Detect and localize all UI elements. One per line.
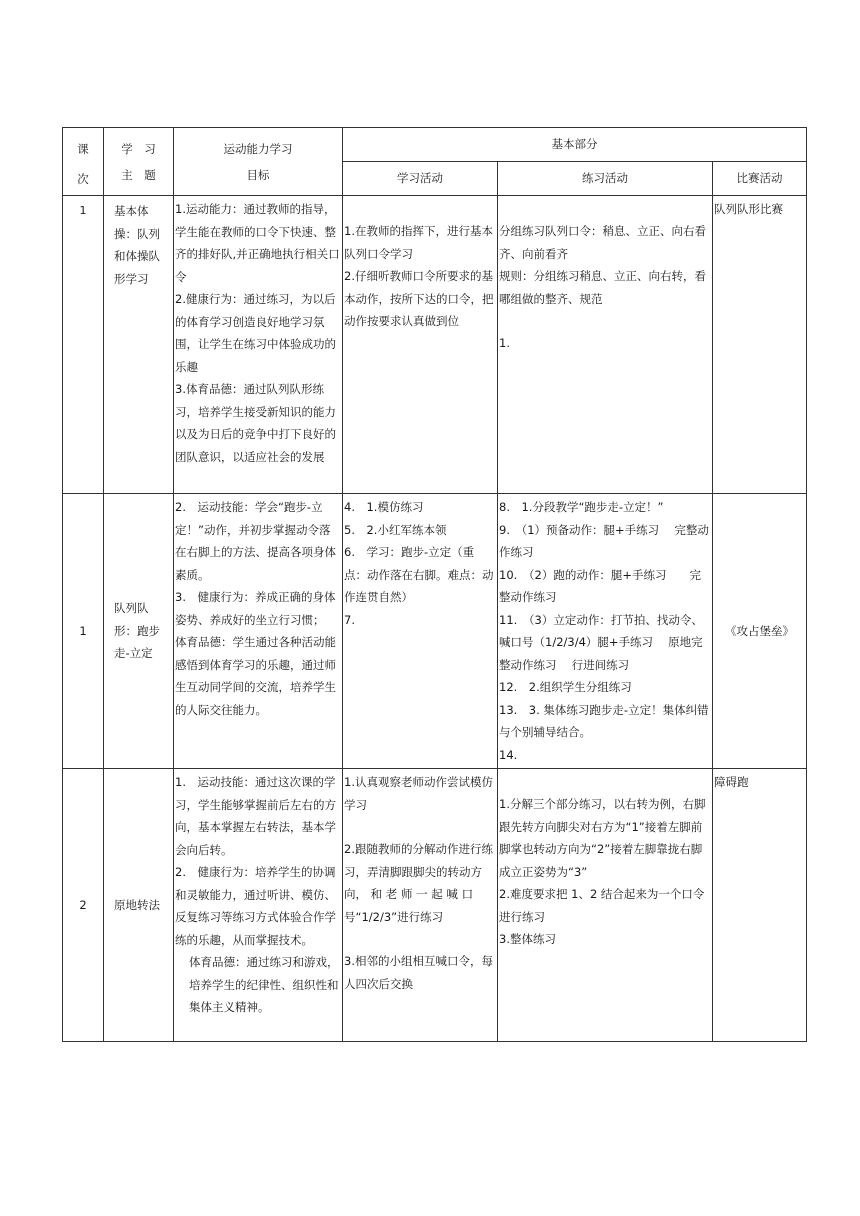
- goal-item: 体育品德：学生通过各种活动能感悟到体育学习的乐趣，通过师生互动同学间的交流，培养学生的人际交往能力。: [175, 635, 336, 717]
- lesson-no: 1: [79, 623, 87, 638]
- table-row: [63, 769, 807, 1042]
- goal-cell: [174, 494, 343, 769]
- header-lesson-no-line2: 次: [77, 171, 89, 186]
- header-practice-activity: [498, 162, 713, 196]
- table-row: [63, 196, 807, 494]
- lesson-plan-table: [62, 127, 807, 1042]
- topic-text: 队列队形：跑步走-立定: [114, 601, 160, 661]
- learn-cell: [343, 769, 498, 1042]
- topic-cell: [104, 494, 174, 769]
- goal-item: 1.运动能力：通过教师的指导，学生能在教师的口令下快速、整齐的排好队,并正确地执行相关口令: [175, 202, 340, 284]
- match-text: 队列队形比赛: [714, 202, 783, 216]
- practice-item: 3.整体练习: [499, 932, 556, 946]
- header-goal-line1: 运动能力学习: [223, 141, 293, 156]
- header-lesson-no: [63, 128, 104, 196]
- goal-item: 1. 运动技能：通过这次课的学习，学生能够掌握前后左右的方向，基本掌握左右转法，基本学会向后转。: [175, 775, 336, 857]
- learn-item: 5. 2.小红军练本领: [344, 522, 447, 537]
- goal-item: 3.体育品德：通过队列队形练习，培养学生接受新知识的能力以及为日后的竞争中打下良好的团队意识，以适应社会的发展: [175, 382, 336, 464]
- header-topic-line2: 主 题: [121, 167, 156, 182]
- lesson-no-cell: [63, 196, 104, 494]
- header-match-activity: [713, 162, 807, 196]
- header-practice-activity-label: 练习活动: [582, 171, 628, 186]
- learn-item: 3.相邻的小组相互喊口令，每人四次后交换: [344, 954, 493, 991]
- lesson-no: 2: [79, 897, 87, 912]
- learn-item: 1.认真观察老师动作尝试模仿学习: [344, 775, 493, 812]
- learn-item: 7.: [344, 612, 355, 627]
- lesson-no: 1: [79, 204, 87, 217]
- header-match-activity-label: 比赛活动: [736, 171, 783, 186]
- practice-item: 10. （2）跑的动作：腿+手练习 完整动作练习: [499, 567, 701, 604]
- practice-item: 14.: [499, 747, 518, 762]
- header-learn-activity-label: 学习活动: [397, 171, 443, 186]
- goal-item: 体育品德：通过练习和游戏，培养学生的纪律性、组织性和集体主义精神。: [189, 955, 339, 1014]
- practice-item: 规则：分组练习稍息、立正、向右转，看哪组做的整齐、规范: [499, 269, 706, 306]
- goal-cell: [174, 769, 343, 1042]
- match-cell: [713, 494, 807, 769]
- practice-item: 1.分解三个部分练习，以右转为例，右脚跟先转方向脚尖对右方为“1”接着左脚前脚掌也转动方向为“2”接着左脚靠拢右脚成立正姿势为“3”: [499, 797, 706, 879]
- learn-item: 1.在教师的指挥下，进行基本队列口令学习: [344, 224, 493, 261]
- header-goal-line2: 目标: [246, 167, 270, 182]
- goal-item: 3. 健康行为：养成正确的身体姿势、养成好的坐立行习惯；: [175, 590, 336, 627]
- practice-item: 12. 2.组织学生分组练习: [499, 680, 632, 694]
- match-cell: [713, 769, 807, 1042]
- learn-cell: [343, 196, 498, 494]
- practice-cell: [498, 196, 713, 494]
- header-lesson-no-line1: 课: [77, 141, 89, 156]
- goal-item: 2. 健康行为：培养学生的协调和灵敏能力，通过听讲、模仿、反复练习等练习方式体验合作学练的乐趣，从而掌握技术。: [175, 865, 336, 947]
- table-row: [63, 494, 807, 769]
- practice-item: 1.: [499, 336, 510, 350]
- topic-text: 基本体操：队列和体操队形学习: [114, 204, 160, 286]
- topic-cell: [104, 196, 174, 494]
- practice-cell: [498, 494, 713, 769]
- practice-item: 9. （1）预备动作：腿+手练习 完整动作练习: [499, 522, 709, 559]
- practice-item: 8. 1.分段教学“跑步走-立定！”: [499, 500, 664, 514]
- header-goal: [174, 128, 343, 196]
- lesson-no-cell: [63, 769, 104, 1042]
- goal-item: 2. 运动技能：学会“跑步-立定！”动作，并初步掌握动令落在右脚上的方法、提高各项身体素质。: [175, 500, 336, 582]
- practice-item: 11. （3）立定动作：打节拍、找动令、喊口号（1/2/3/4）腿+手练习 原地完整动作练习 行进间练习: [499, 612, 703, 672]
- lesson-no-cell: [63, 494, 104, 769]
- learn-cell: [343, 494, 498, 769]
- header-basic-part-label: 基本部分: [551, 137, 598, 152]
- match-text: 障碍跑: [714, 775, 749, 789]
- learn-item: 4. 1.模仿练习: [344, 500, 424, 514]
- header-learn-activity: [343, 162, 498, 196]
- practice-item: 13. 3. 集体练习跑步走-立定！集体纠错与个别辅导结合。: [499, 702, 709, 739]
- topic-text: 原地转法: [114, 897, 160, 912]
- goal-cell: [174, 196, 343, 494]
- practice-item: 2.难度要求把 1、2 结合起来为一个口令进行练习: [499, 887, 705, 924]
- practice-item: 分组练习队列口令：稍息、立正、向右看齐、向前看齐: [499, 224, 706, 261]
- topic-cell: [104, 769, 174, 1042]
- header-topic: [104, 128, 174, 196]
- match-text: 《攻占堡垒》: [725, 623, 795, 638]
- header-basic-part: [343, 128, 807, 162]
- learn-item: 2.仔细听教师口令所要求的基本动作，按所下达的口令，把动作按要求认真做到位: [344, 269, 494, 328]
- practice-cell: [498, 769, 713, 1042]
- goal-item: 2.健康行为：通过练习，为以后的体育学习创造良好地学习氛围，让学生在练习中体验成功的乐趣: [175, 292, 336, 374]
- learn-item: 2.跟随教师的分解动作进行练习，弄清脚跟脚尖的转动方向， 和 老 师 一 起 喊 口 号“1/2/3”进行练习: [344, 842, 493, 924]
- header-topic-line1: 学 习: [121, 141, 156, 156]
- learn-item: 6. 学习：跑步-立定（重点：动作落在右脚。难点：动作连贯自然）: [344, 545, 494, 604]
- match-cell: [713, 196, 807, 494]
